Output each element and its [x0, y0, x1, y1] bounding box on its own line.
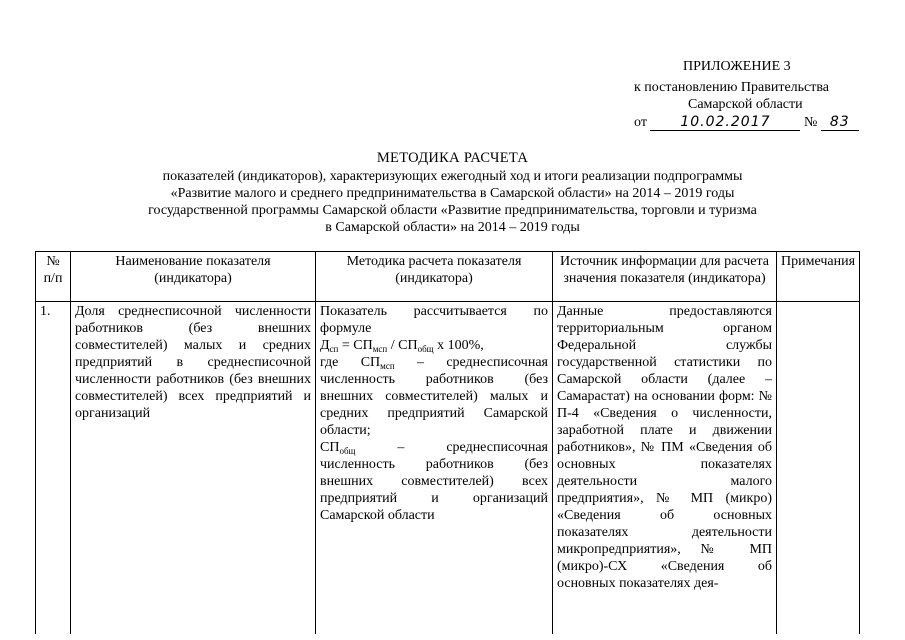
handwritten-number: 83 [821, 114, 859, 131]
formula: $Д_{сп} = СП_{мсп} / СП_{общ}$ х 100%, [320, 338, 484, 354]
number-prefix: № [803, 115, 818, 130]
table-row [36, 302, 860, 635]
subtitle-line-2: «Развитие малого и среднего предпринимательства в Самарской области» на 2014 – 2019 годы [170, 186, 735, 201]
methodology-table [35, 251, 860, 634]
indicator-name: Доля среднесписочной численности работников (без внешних совместителей) малых и средних предприятий в среднесписочной численности работников (без внешних совместителей) всех предприятий и организаций [71, 302, 316, 635]
table-header-row [36, 252, 860, 302]
method-intro: Показатель рассчитывается по формуле [320, 304, 548, 336]
header-name: Наименование показателя (индикатора) [71, 252, 316, 302]
formula-where: где $СП_{мсп}$ – среднесписочная численность работников (без внешних совместителей) малых и средних предприятий Самарской области; [320, 355, 548, 438]
date-number-line [634, 114, 859, 131]
appendix-label: ПРИЛОЖЕНИЕ 3 [683, 59, 791, 74]
subtitle-line-3: государственной программы Самарской области «Развитие предпринимательства, торговли и туризма [148, 203, 757, 218]
formula-sp-total: $СП_{общ}$ – среднесписочная численность работников (без внешних совместителей) всех предприятий и организаций Самарской области [320, 440, 548, 523]
region-label: Самарской области [688, 97, 803, 112]
header-notes: Примечания [777, 252, 860, 302]
subtitle-line-4: в Самарской области» на 2014 – 2019 годы [325, 220, 580, 235]
header-num: № п/п [36, 252, 71, 302]
subtitle-line-1: показателей (индикаторов), характеризующих ежегодный ход и итоги реализации подпрограммы [162, 169, 743, 184]
document-title: МЕТОДИКА РАСЧЕТА [376, 150, 529, 166]
row-number: 1. [36, 302, 71, 635]
notes-cell [777, 302, 860, 635]
header-source: Источник информации для расчета значения показателя (индикатора) [553, 252, 777, 302]
header-method: Методика расчета показателя (индикатора) [316, 252, 553, 302]
handwritten-date: 10.02.2017 [650, 114, 800, 131]
method-cell [316, 302, 553, 635]
date-prefix: от [634, 115, 647, 130]
resolution-label: к постановлению Правительства [634, 80, 830, 95]
source-cell: Данные предоставляются территориальным органом Федеральной службы государственной статистики по Самарской области (далее – Самарастат) на основании форм: № П-4 «Сведения о численности, заработной плате и движении работников», № ПМ «Сведения об основных показателях деятельности малого предприятия», № МП (микро) «Сведения об основных показателях деятельности микропредприятия», № МП (микро)-СХ «Сведения об основных показателях дея- [553, 302, 777, 635]
